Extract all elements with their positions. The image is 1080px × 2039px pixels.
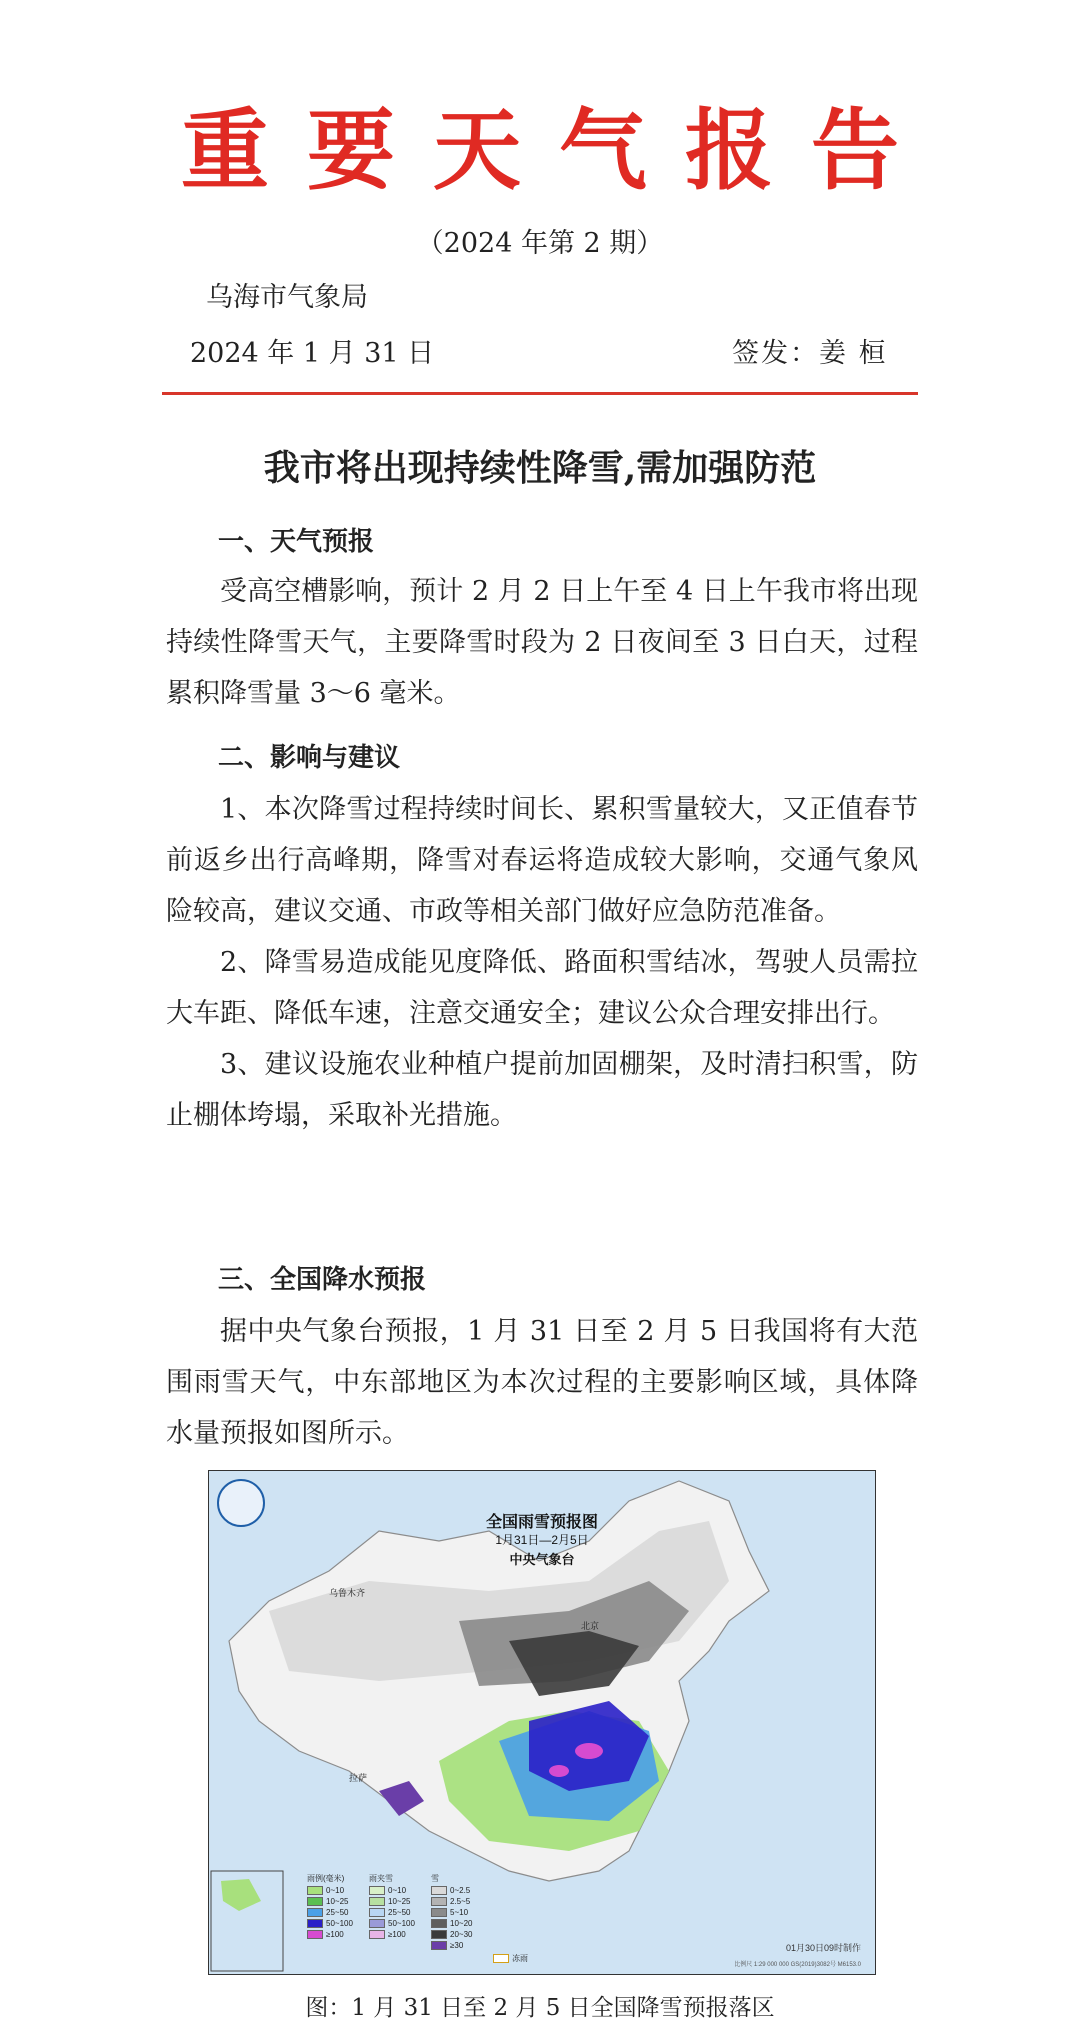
paragraph: 受高空槽影响，预计 2 月 2 日上午至 4 日上午我市将出现持续性降雪天气，主要降雪时段为 2 日夜间至 3 日白天，过程累积降雪量 3～6 毫米。 [166,576,918,709]
section-heading-national: 三、全国降水预报 [218,1265,427,1295]
legend-sleet-item: 50~100 [388,1919,415,1928]
issue-date: 2024 年 1 月 31 日 [190,338,435,369]
legend-sleet-item: 0~10 [388,1886,407,1895]
headline: 我市将出现持续性降雪,需加强防范 [263,447,817,489]
legend-snow [431,1873,472,1951]
city-label-lasa: 拉萨 [349,1773,368,1783]
legend-rain-item: 50~100 [326,1919,353,1928]
legend-rain-item: ≥100 [326,1930,344,1939]
section-advice-body [166,784,918,1141]
legend-snow-item: 0~2.5 [450,1886,471,1895]
city-label-urumqi: 乌鲁木齐 [329,1588,366,1598]
rain-extreme-area [549,1765,569,1777]
city-label-beijing: 北京 [581,1621,600,1631]
legend-sleet-item: ≥100 [388,1930,406,1939]
header-divider [162,392,918,395]
map-date-range: 1月31日—2月5日 [495,1533,589,1547]
legend-sleet-item: 25~50 [388,1908,411,1917]
paragraph: 3、建议设施农业种植户提前加固棚架，及时清扫积雪，防止棚体垮塌，采取补光措施。 [166,1049,918,1131]
map-title: 全国雨雪预报图 [485,1514,598,1531]
section-forecast-body [166,566,918,719]
rain-extreme-area [575,1743,603,1759]
legend-freezing-rain-label: 冻雨 [512,1954,528,1963]
signer: 签发：姜 桓 [732,338,888,369]
legend-sleet-item: 10~25 [388,1897,411,1906]
legend-rain-item: 10~25 [326,1897,349,1906]
map-org: 中央气象台 [509,1552,575,1567]
precipitation-forecast-map [208,1470,876,1975]
legend-sleet [369,1873,415,1940]
section-heading-advice: 二、影响与建议 [218,743,401,773]
map-scale: 比例尺 1:29 000 000 GS(2019)3082号 M6153.0 [734,1962,861,1968]
map-legend [307,1873,607,1967]
issuing-bureau: 乌海市气象局 [206,282,368,313]
legend-snow-item: 2.5~5 [450,1897,471,1906]
paragraph: 1、本次降雪过程持续时间长、累积雪量较大，又正值春节前返乡出行高峰期，降雪对春运将造成较大影响，交通气象风险较高，建议交通、市政等相关部门做好应急防范准备。 [166,794,918,927]
legend-rain-header: 雨例(毫米) [307,1874,345,1883]
legend-rain-item: 25~50 [326,1908,349,1917]
legend-snow-item: 20~30 [450,1930,473,1939]
legend-snow-item: 10~20 [450,1919,473,1928]
map-timestamp: 01月30日09时制作 [785,1943,861,1953]
legend-rain-item: 0~10 [326,1886,345,1895]
paragraph: 据中央气象台预报，1 月 31 日至 2 月 5 日我国将有大范围雨雪天气，中东部地区为本次过程的主要影响区域，具体降水量预报如图所示。 [166,1316,918,1449]
figure-caption: 图：1 月 31 日至 2 月 5 日全国降雪预报落区 [305,1995,775,2021]
legend-snow-header: 雪 [431,1874,439,1883]
legend-freezing-rain [493,1953,528,1964]
legend-snow-item: ≥30 [450,1941,464,1950]
legend-rain [307,1873,353,1940]
issue-number: （2024 年第 2 期） [416,228,664,259]
section-national-body [166,1306,918,1459]
legend-snow-item: 5~10 [450,1908,469,1917]
section-heading-forecast: 一、天气预报 [218,527,375,557]
report-title: 重要天气报告 [180,98,937,202]
legend-sleet-header: 雨夹雪 [369,1874,393,1883]
paragraph: 2、降雪易造成能见度降低、路面积雪结冰，驾驶人员需拉大车距、降低车速，注意交通安全；建议公众合理安排出行。 [166,947,918,1029]
